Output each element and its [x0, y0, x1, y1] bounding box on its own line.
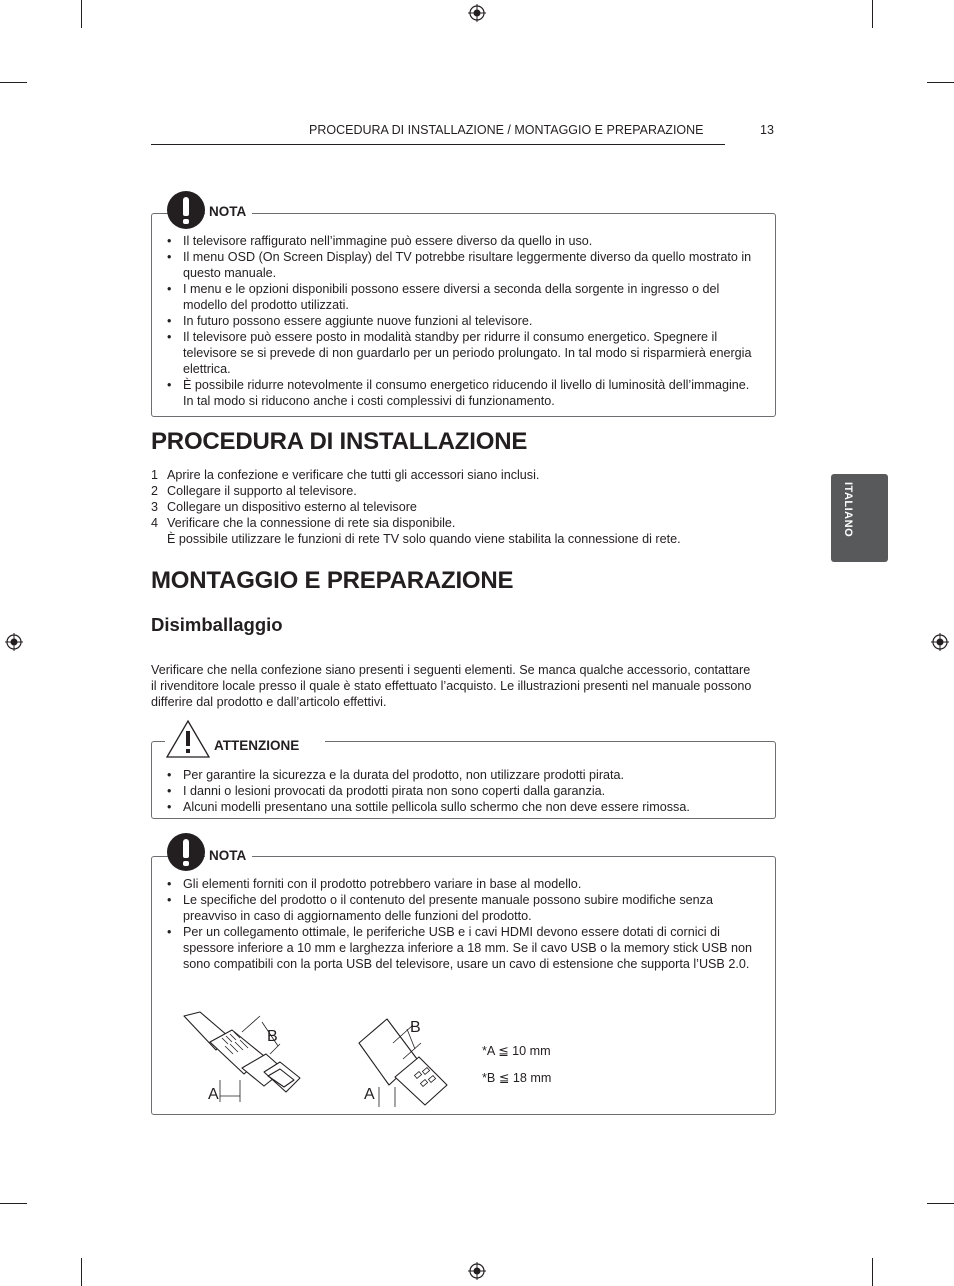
crop-mark — [81, 1258, 82, 1286]
language-tab — [831, 474, 888, 562]
step-number: 4 — [151, 516, 159, 530]
crop-mark — [872, 1258, 873, 1286]
registration-mark-icon — [5, 633, 23, 651]
list-item: • Per garantire la sicurezza e la durata del prodotto, non utilizzare prodotti pirata. — [152, 767, 752, 783]
step-number: 3 — [151, 500, 159, 514]
subsection-title-unpacking: Disimballaggio — [151, 614, 283, 635]
note-title: NOTA — [205, 848, 252, 863]
crop-mark — [872, 0, 873, 28]
list-item: • Il televisore può essere posto in modalità standby per ridurre il consumo energetico. Spegnere il televisore se si prevede di non guardarlo per un periodo prolungato. In tal modo si risparmierà energia elettrica. — [152, 329, 752, 377]
section-title-installation: PROCEDURA DI INSTALLAZIONE — [151, 428, 528, 455]
list-item — [151, 499, 771, 515]
running-header: PROCEDURA DI INSTALLAZIONE / MONTAGGIO E PREPARAZIONE — [309, 123, 704, 137]
list-item: • Per un collegamento ottimale, le periferiche USB e i cavi HDMI devono essere dotati di cornici di spessore inferiore a 10 mm e larghezza inferiore a 18 mm. Se il cavo USB o la memory stick USB non sono compatibili con la porta USB del televisore, usare un cavo di estensione che supporta l’USB 2.0. — [152, 924, 756, 972]
language-tab-label: ITALIANO — [842, 482, 854, 538]
note-title: NOTA — [205, 204, 252, 219]
caution-title: ATTENZIONE — [210, 738, 325, 753]
crop-mark — [0, 82, 27, 83]
step-text: Collegare il supporto al televisore. — [167, 484, 357, 498]
header-rule — [151, 144, 725, 145]
list-item: • I danni o lesioni provocati da prodotti pirata non sono coperti dalla garanzia. — [152, 783, 752, 799]
step-text: Verificare che la connessione di rete sia disponibile. — [167, 516, 456, 530]
crop-mark — [0, 1203, 27, 1204]
unpacking-paragraph: Verificare che nella confezione siano presenti i seguenti elementi. Se manca qualche accessorio, contattare il rivenditore locale presso il quale è stato effettuato l’acquisto. Le illustrazioni presenti nel manuale possono differire dal prodotto e dall’articolo effettivi. — [151, 663, 752, 709]
dimension-label-a: A — [364, 1086, 375, 1103]
step-number: 2 — [151, 484, 159, 498]
registration-mark-icon — [931, 633, 949, 651]
warning-triangle-icon — [165, 719, 211, 759]
step-text: Aprire la confezione e verificare che tutti gli accessori siano inclusi. — [167, 468, 540, 482]
list-item: • È possibile ridurre notevolmente il consumo energetico riducendo il livello di luminosità dell’immagine. In tal modo si riducono anche i costi complessivi di funzionamento. — [152, 377, 752, 409]
section-title-mounting: MONTAGGIO E PREPARAZIONE — [151, 567, 514, 594]
list-item: • Le specifiche del prodotto o il contenuto del presente manuale possono subire modifiche senza preavviso in caso di aggiornamento delle funzioni del prodotto. — [152, 892, 756, 924]
dimension-label-b: B — [267, 1028, 278, 1045]
registration-mark-icon — [468, 4, 486, 22]
exclamation-icon — [167, 191, 205, 229]
list-item: • Alcuni modelli presentano una sottile pellicola sullo schermo che non deve essere rimossa. — [152, 799, 752, 815]
list-item: • Il televisore raffigurato nell’immagine può essere diverso da quello in uso. — [152, 233, 752, 249]
crop-mark — [81, 0, 82, 28]
list-item: • Il menu OSD (On Screen Display) del TV potrebbe risultare leggermente diverso da quello mostrato in questo manuale. — [152, 249, 752, 281]
list-item — [151, 531, 771, 547]
list-item: • I menu e le opzioni disponibili possono essere diversi a seconda della sorgente in ingresso o del modello del prodotto utilizzati. — [152, 281, 752, 313]
dimension-label-a: A — [208, 1086, 219, 1103]
installation-steps — [151, 467, 771, 547]
list-item: • Gli elementi forniti con il prodotto potrebbero variare in base al modello. — [152, 876, 756, 892]
dimension-label-b: B — [410, 1019, 421, 1036]
note-list — [152, 233, 752, 409]
caution-list — [152, 767, 752, 815]
dimension-limit-b: *B ≦ 18 mm — [482, 1071, 552, 1085]
crop-mark — [927, 82, 954, 83]
crop-mark — [927, 1203, 954, 1204]
list-item — [151, 515, 771, 531]
list-item: • In futuro possono essere aggiunte nuove funzioni al televisore. — [152, 313, 752, 329]
step-text: Collegare un dispositivo esterno al televisore — [167, 500, 417, 514]
step-text-extra: È possibile utilizzare le funzioni di rete TV solo quando viene stabilita la connessione di rete. — [167, 532, 681, 546]
registration-mark-icon — [468, 1262, 486, 1280]
dimension-limit-a: *A ≦ 10 mm — [482, 1044, 551, 1058]
hdmi-connector-illustration — [180, 1010, 310, 1105]
exclamation-icon — [167, 833, 205, 871]
list-item — [151, 483, 771, 499]
list-item — [151, 467, 771, 483]
page-number: 13 — [760, 123, 774, 137]
note-list — [152, 876, 756, 972]
step-number: 1 — [151, 468, 159, 482]
